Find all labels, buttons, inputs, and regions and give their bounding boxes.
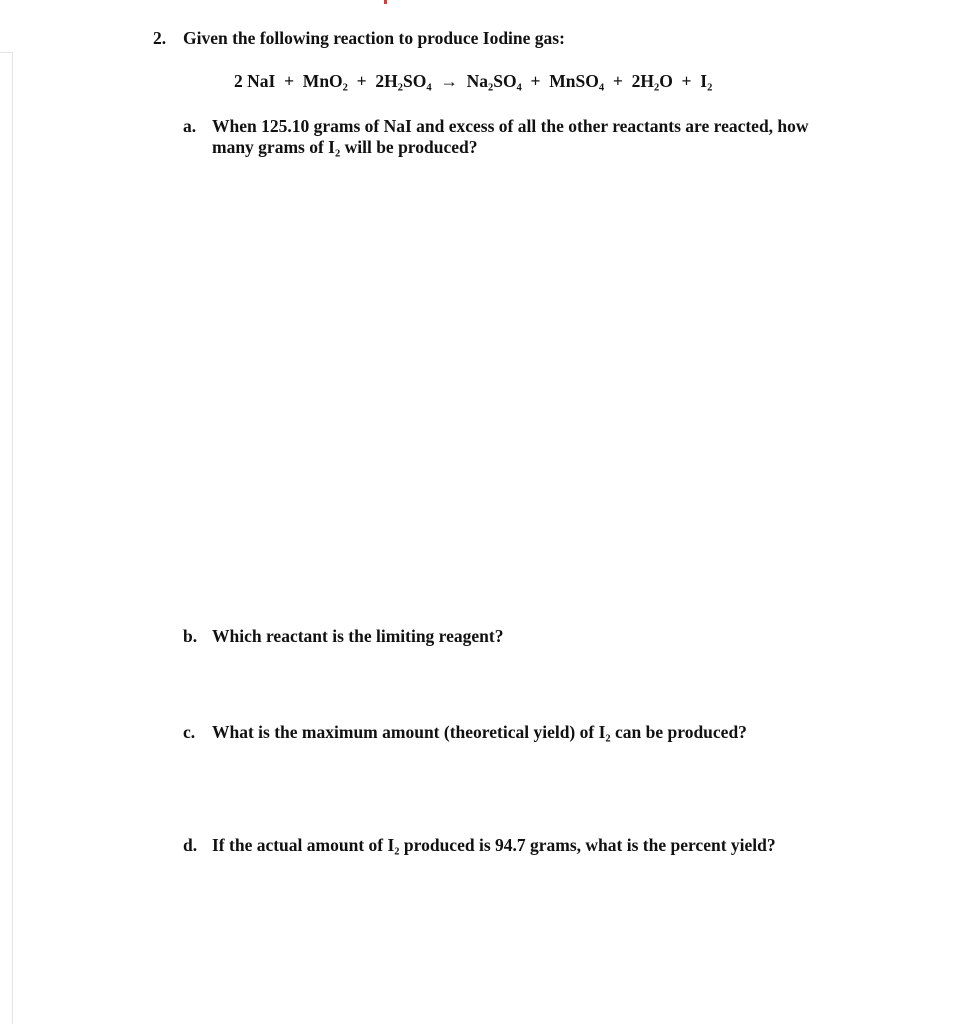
- question-prompt: Given the following reaction to produce Iodine gas:: [183, 28, 565, 48]
- part-b-letter: b.: [183, 626, 198, 646]
- part-d-letter: d.: [183, 835, 198, 855]
- part-a-line-2: many grams of I₂ will be produced?: [212, 137, 478, 157]
- part-a-letter: a.: [183, 116, 197, 136]
- part-c-text: What is the maximum amount (theoretical yield) of I₂ can be produced?: [212, 722, 747, 742]
- part-a-text: [212, 116, 872, 158]
- red-mark: [384, 0, 387, 4]
- part-b-text: Which reactant is the limiting reagent?: [212, 626, 504, 646]
- part-c-letter: c.: [183, 722, 196, 742]
- page-edge: [12, 52, 13, 1024]
- question-number: 2.: [153, 28, 167, 48]
- part-a-line-1: When 125.10 grams of NaI and excess of all the other reactants are reacted, how: [212, 116, 809, 136]
- chemical-equation: 2 NaI + MnO₂ + 2H₂SO₄ → Na₂SO₄ + MnSO₄ + 2H₂O + I₂: [234, 71, 713, 91]
- part-d-text: If the actual amount of I₂ produced is 94.7 grams, what is the percent yield?: [212, 835, 776, 855]
